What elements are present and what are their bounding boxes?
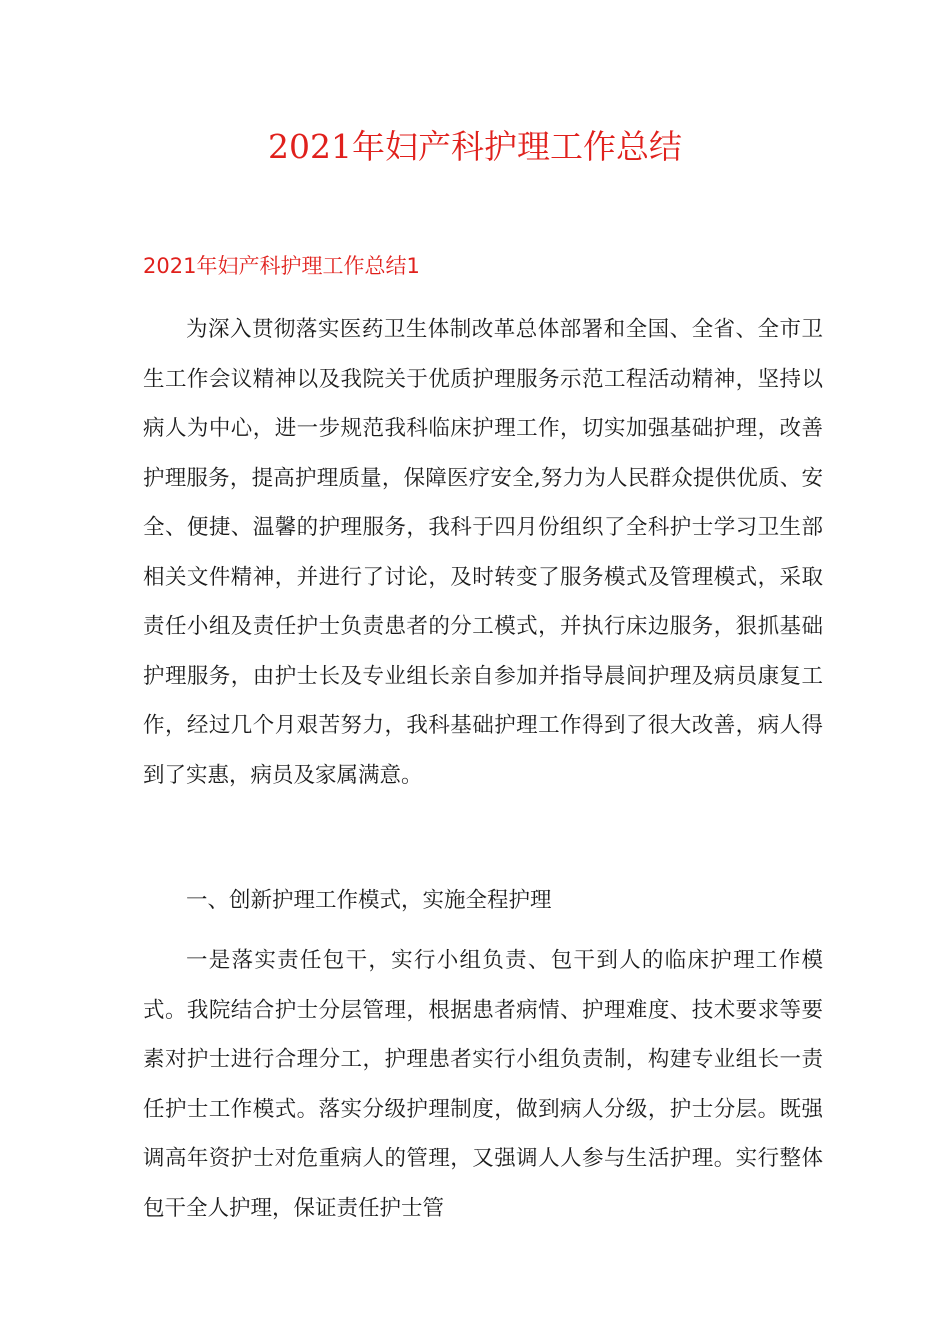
document-title: 2021年妇产科护理工作总结 <box>268 127 682 166</box>
sub-heading-1: 一、创新护理工作模式，实施全程护理 <box>186 888 552 913</box>
body-paragraph-2: 一是落实责任包干，实行小组负责、包干到人的临床护理工作模式。我院结合护士分层管理，根据患者病情、护理难度、技术要求等要素对护士进行合理分工，护理患者实行小组负责制，构建专业组长一责任护士工作模式。落实分级护理制度，做到病人分级，护士分层。既强调高年资护士对危重病人的管理，又强调人人参与生活护理。实行整体包干全人护理，保证责任护士管 <box>143 948 823 1221</box>
body-paragraph-1: 为深入贯彻落实医药卫生体制改革总体部署和全国、全省、全市卫生工作会议精神以及我院关于优质护理服务示范工程活动精神，坚持以病人为中心，进一步规范我科临床护理工作，切实加强基础护理，改善护理服务，提高护理质量，保障医疗安全,努力为人民群众提供优质、安全、便捷、温馨的护理服务，我科于四月份组织了全科护士学习卫生部相关文件精神，并进行了讨论，及时转变了服务模式及管理模式，采取责任小组及责任护士负责患者的分工模式，并执行床边服务，狠抓基础护理服务，由护士长及专业组长亲自参加并指导晨间护理及病员康复工作，经过几个月艰苦努力，我科基础护理工作得到了很大改善，病人得到了实惠，病员及家属满意。 <box>143 317 823 788</box>
section-heading: 2021年妇产科护理工作总结1 <box>143 254 420 278</box>
